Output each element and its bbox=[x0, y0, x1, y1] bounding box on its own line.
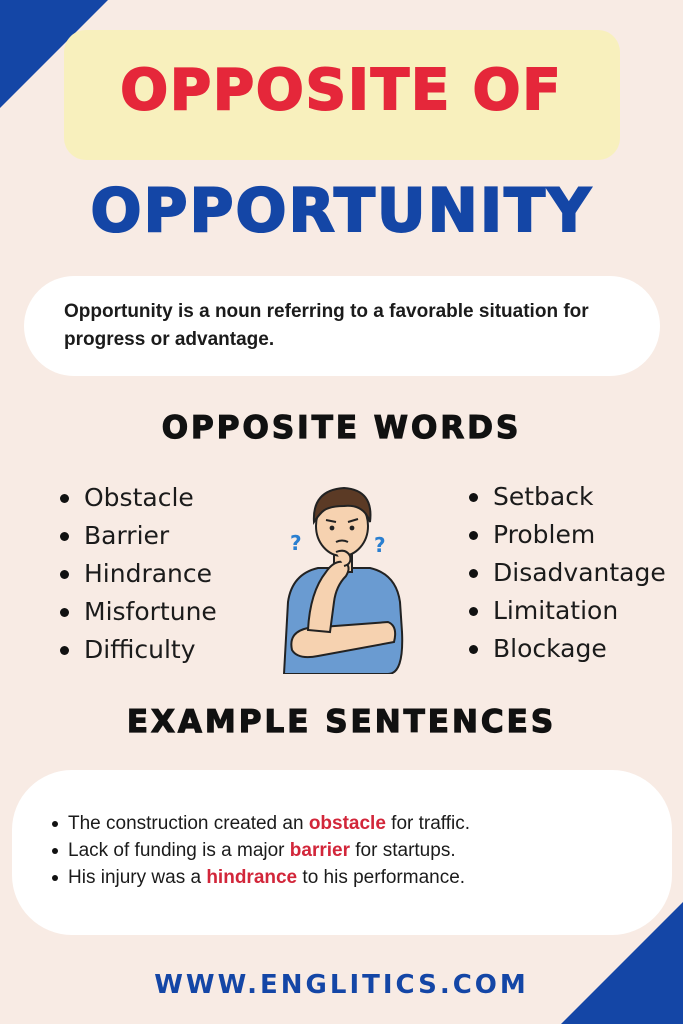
list-item: Obstacle bbox=[58, 479, 217, 517]
list-item: Disadvantage bbox=[467, 554, 666, 592]
sentence-start: The construction created an bbox=[68, 813, 309, 834]
highlighted-word: hindrance bbox=[206, 867, 298, 888]
opposite-words-left-list bbox=[58, 479, 217, 669]
page-title-line2: OPPORTUNITY bbox=[90, 176, 593, 246]
definition-card bbox=[24, 276, 660, 376]
example-sentence bbox=[52, 864, 470, 891]
svg-text:?: ? bbox=[290, 531, 302, 555]
sentence-start: His injury was a bbox=[68, 867, 207, 888]
example-sentence bbox=[52, 837, 470, 864]
examples-card bbox=[12, 770, 672, 935]
example-sentence bbox=[52, 810, 470, 837]
sentence-end: for startups. bbox=[350, 840, 456, 861]
opposite-words-heading: OPPOSITE WORDS bbox=[161, 410, 522, 446]
definition-text: Opportunity is a noun referring to a favorable situation for progress or advantage. bbox=[64, 301, 589, 350]
sentence-end: to his performance. bbox=[297, 867, 466, 888]
list-item: Limitation bbox=[467, 592, 666, 630]
opposite-words-right-list bbox=[467, 478, 666, 668]
list-item: Blockage bbox=[467, 630, 666, 668]
example-sentences-heading: EXAMPLE SENTENCES bbox=[126, 704, 557, 740]
list-item: Barrier bbox=[58, 517, 217, 555]
highlighted-word: barrier bbox=[289, 840, 350, 861]
list-item: Setback bbox=[467, 478, 666, 516]
sentence-end: for traffic. bbox=[385, 813, 471, 834]
list-item: Problem bbox=[467, 516, 666, 554]
svg-text:?: ? bbox=[374, 533, 386, 557]
sentence-start: Lack of funding is a major bbox=[68, 840, 290, 861]
list-item: Misfortune bbox=[58, 593, 217, 631]
list-item: Hindrance bbox=[58, 555, 217, 593]
highlighted-word: obstacle bbox=[308, 813, 386, 834]
example-sentences-list bbox=[52, 810, 470, 891]
thinking-person-icon bbox=[278, 482, 408, 674]
list-item: Difficulty bbox=[58, 631, 217, 669]
page-title-line1: OPPOSITE OF bbox=[120, 58, 563, 123]
website-url: WWW.ENGLITICS.COM bbox=[154, 970, 529, 1000]
